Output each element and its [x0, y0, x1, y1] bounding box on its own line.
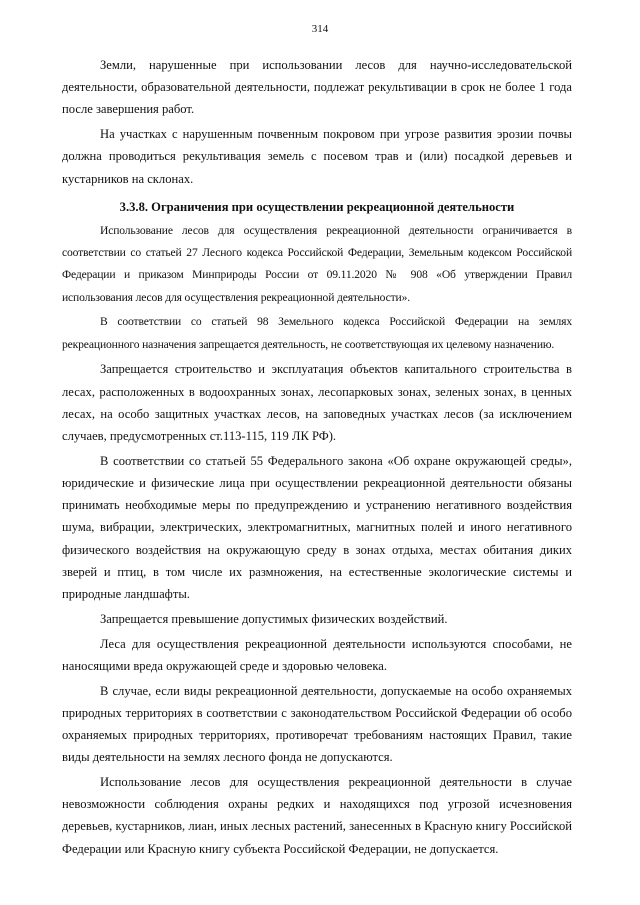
paragraph-construction-prohibition: Запрещается строительство и эксплуатация объектов капитального строительства в лесах, расположенных в водоохранных зонах, лесопарковых зонах, зеленых зонах, в ценных лесах, на особо защитных участках лесов, на заповедных участках лесов (за исключением случаев, предусмотренных ст.113-115, 119 ЛК РФ). [62, 362, 572, 444]
section-heading: 3.3.8. Ограничения при осуществлении рекреационной деятельности [119, 199, 515, 214]
paragraph-physical-impact-limit: Запрещается превышение допустимых физических воздействий. [100, 611, 448, 626]
paragraph-protected-areas: В случае, если виды рекреационной деятельности, допускаемые на особо охраняемых природных территориях в соответствии с законодательством Российской Федерации об особо охраняемых природных территориях, противоречат требованиям настоящих Правил, такие виды деятельности на землях лесного фонда не допускаются. [62, 683, 572, 765]
paragraph-land-code-article-98: В соответствии со статьей 98 Земельного кодекса Российской Федерации на землях рекреационного назначения запрещается деятельность, не соответствующая их целевому назначению. [62, 315, 572, 351]
paragraph-environmental-law-article-55: В соответствии со статьей 55 Федерального закона «Об охране окружающей среды», юридические и физические лица при осуществлении рекреационной деятельности обязаны принимать необходимые меры по предупреждению и устранению негативного воздействия шума, вибрации, электрических, электромагнитных, магнитных полей и иного негативного физического воздействия на окружающую среду в зонах отдыха, местах обитания диких зверей и птиц, в том числе их размножения, на естественные экологические системы и природные ландшафты. [62, 453, 572, 602]
paragraph-reclamation-erosion: На участках с нарушенным почвенным покровом при угрозе развития эрозии почвы должна проводиться рекультивация земель с посевом трав и (или) посадкой деревьев и кустарников на склонах. [62, 127, 572, 186]
paragraph-forest-code-restrictions: Использование лесов для осуществления рекреационной деятельности ограничивается в соответствии со статьей 27 Лесного кодекса Российской Федерации, Земельным кодексом Российской Федерации и приказом Минприроды России от 09.11.2020 № 908 «Об утверждении Правил использования лесов для осуществления рекреационной деятельности». [62, 224, 572, 304]
paragraph-red-book-plants: Использование лесов для осуществления рекреационной деятельности в случае невозможности соблюдения охраны редких и находящихся под угрозой исчезновения деревьев, кустарников, лиан, иных лесных растений, занесенных в Красную книгу Российской Федерации или Красную книгу субъекта Российской Федерации, не допускается. [62, 775, 572, 856]
document-body [62, 54, 572, 862]
paragraph-safe-use-methods: Леса для осуществления рекреационной деятельности используются способами, не наносящими вреда окружающей среде и здоровью человека. [62, 636, 572, 673]
paragraph-reclamation-research-lands: Земли, нарушенные при использовании лесов для научно-исследовательской деятельности, образовательной деятельности, подлежат рекультивации в срок не более 1 года после завершения работ. [62, 58, 572, 117]
page-number: 314 [311, 23, 329, 35]
